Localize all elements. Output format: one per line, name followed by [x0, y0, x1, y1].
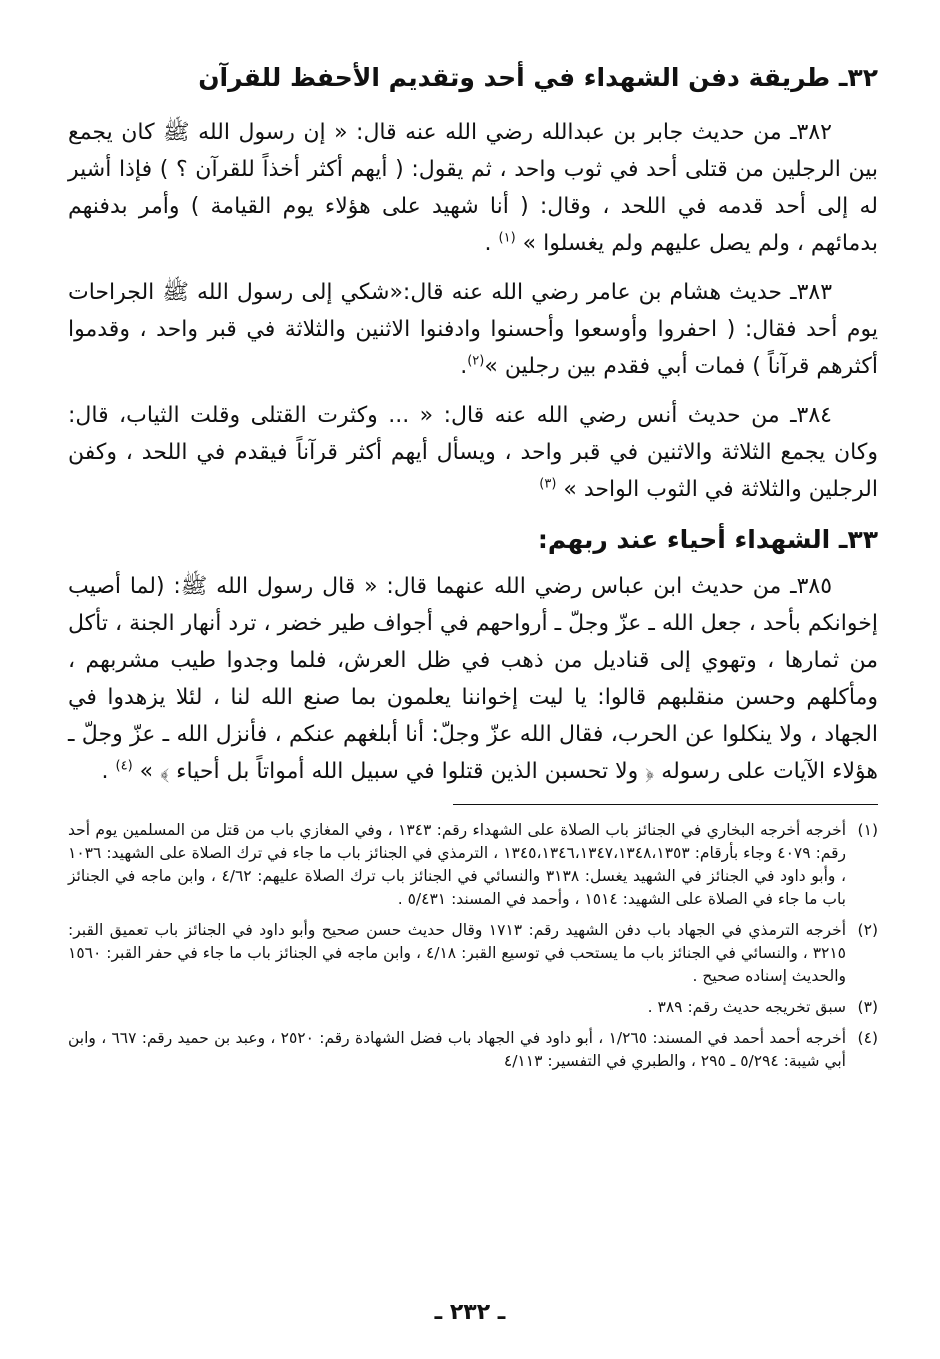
- footnote-text: أخرجه أحمد أحمد في المسند: ١/٢٦٥ ، أبو داود في الجهاد باب فضل الشهادة رقم: ٢٥٢٠ ، وعبد بن حميد رقم: ٦٦٧ ، وابن أبي شيبة: ٥/٢٩٤ ـ ٢٩٥ ، والطبري في التفسير: ٤/١١٣: [68, 1029, 847, 1070]
- section-heading-32: ٣٢ـ طريقة دفن الشهداء في أحد وتقديم الأحفظ للقرآن: [198, 63, 878, 92]
- hadith-text: من حديث أنس رضي الله عنه قال: « ... وكثرت القتلى وقلت الثياب، قال: وكان يجمع الثلاثة والاثنين في قبر واحد ، ويسأل أيهم أكثر قرآناً فيقدم في اللحد ، وكفن الرجلين والثلاثة في الثوب الواحد »: [68, 403, 878, 502]
- hadith-384: [68, 397, 878, 508]
- footnote-mark: (٣): [857, 998, 878, 1016]
- hadith-text: من حديث ابن عباس رضي الله عنهما قال: « قال رسول الله ﷺ: (لما أصيب إخوانكم بأحد ، جعل الله ـ عزّ وجلّ ـ أرواحهم في أجواف طير خضر ، ترد أنهار الجنة ، تأكل من ثمارها ، وتهوي إلى قناديل من ذهب في ظل العرش، فلما وجدوا طيب مشربهم ، ومأكلهم وحسن منقلبهم قالوا: يا ليت إخواننا يعلمون بما صنع الله لنا ، لئلا يزهدوا في الجهاد ، ولا ينكلوا عن الحرب، فقال الله عزّ وجلّ: أنا أبلغهم عنكم ، فأنزل الله ـ عزّ وجلّ ـ هؤلاء الآيات على رسوله ﴿ ولا تحسبن الذين قتلوا في سبيل الله أمواتاً بل أحياء ﴾ »: [68, 574, 878, 784]
- footnote-ref: (٤): [115, 758, 133, 774]
- footnote-1: [68, 819, 878, 911]
- footnote-3: [68, 996, 878, 1019]
- hadith-383: [68, 274, 878, 385]
- page-number: ـ ٢٣٢ ـ: [434, 1300, 506, 1325]
- footnote-mark: (٢): [857, 921, 878, 939]
- hadith-tail: .: [101, 759, 116, 784]
- footnote-text: سبق تخريجه حديث رقم: ٣٨٩ .: [647, 998, 846, 1016]
- hadith-number: ٣٨٥ـ: [790, 574, 833, 599]
- hadith-382: [68, 114, 878, 262]
- footnote-mark: (١): [857, 821, 878, 839]
- hadith-text: حديث هشام بن عامر رضي الله عنه قال:«شكي إلى رسول الله ﷺ الجراحات يوم أحد فقال: ( احفروا وأوسعوا وأحسنوا وادفنوا الاثنين والثلاثة في قبر واحد ، وقدموا أكثرهم قرآناً ) فمات أبي فقدم بين رجلين »: [68, 280, 878, 379]
- footnotes: [68, 819, 878, 1073]
- footnote-ref: (٣): [539, 476, 557, 492]
- footnote-separator: [453, 804, 878, 805]
- footnote-ref: (٢): [467, 353, 485, 369]
- footnote-ref: (١): [498, 230, 516, 246]
- hadith-tail: .: [460, 354, 468, 379]
- footnote-text: أخرجه أخرجه البخاري في الجنائز باب الصلاة على الشهداء رقم: ١٣٤٣ ، وفي المغازي باب من قتل من المسلمين يوم أحد رقم: ٤٠٧٩ وجاء بأرقام: ١٣٤٥،١٣٤٦،١٣٤٧،١٣٤٨،١٣٥٣ ، الترمذي في الجنائز باب ما جاء في ترك الصلاة على الشهيد: ١٠٣٦ ، وأبو داود في الجنائز في الشهيد يغسل: ٣١٣٨ والنسائي في الجنائز باب ترك الصلاة عليهم: ٤/٦٢ ، وابن ماجه في الجنائز باب ما جاء في الصلاة على الشهيد: ١٥١٤ ، وأحمد في المسند: ٥/٤٣١ .: [68, 821, 847, 908]
- hadith-tail: .: [484, 231, 499, 256]
- hadith-number: ٣٨٢ـ: [790, 120, 832, 145]
- hadith-385: [68, 568, 878, 790]
- footnote-2: [68, 919, 878, 988]
- section-heading-33: ٣٣ـ الشهداء أحياء عند ربهم:: [537, 525, 878, 554]
- footnote-text: أخرجه الترمذي في الجهاد باب دفن الشهيد رقم: ١٧١٣ وقال حديث حسن صحيح وأبو داود في الجنائز باب تعميق القبر: ٣٢١٥ ، والنسائي في الجنائز باب ما يستحب في توسيع القبر: ٤/١٨ ، وابن ماجه في الجنائز باب ما جاء في حفر القبر: ١٥٦٠ والحديث إسناده صحيح .: [68, 921, 846, 985]
- hadith-number: ٣٨٤ـ: [790, 403, 832, 428]
- footnote-4: [68, 1027, 878, 1073]
- footnote-mark: (٤): [857, 1029, 878, 1047]
- hadith-number: ٣٨٣ـ: [790, 280, 833, 305]
- hadith-text: من حديث جابر بن عبدالله رضي الله عنه قال: « إن رسول الله ﷺ كان يجمع بين الرجلين من قتلى أحد في ثوب واحد ، ثم يقول: ( أيهم أكثر أخذاً للقرآن ؟ ) فإذا أشير له إلى أحد قدمه في اللحد ، وقال: ( أنا شهيد على هؤلاء يوم القيامة ) وأمر بدفنهم بدمائهم ، ولم يصل عليهم ولم يغسلوا »: [68, 120, 878, 256]
